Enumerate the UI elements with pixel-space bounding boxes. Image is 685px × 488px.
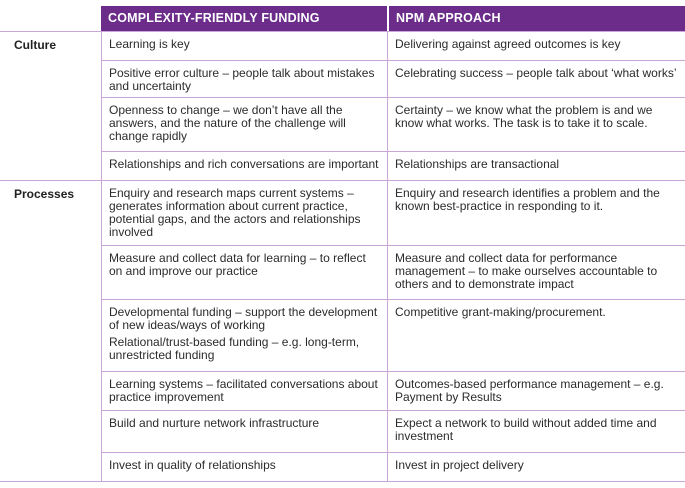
- table-cell: [388, 452, 685, 481]
- table-cell: [388, 299, 685, 371]
- header-complexity-friendly-funding: COMPLEXITY-FRIENDLY FUNDING: [101, 6, 387, 31]
- cell-text: Competitive grant-making/procurement.: [395, 305, 606, 319]
- cell-text: Developmental funding – support the development of new ideas/ways of working: [109, 305, 378, 332]
- header-row: [0, 6, 685, 31]
- category-divider: [0, 31, 101, 32]
- cell-text: Positive error culture – people talk about mistakes and uncertainty: [109, 66, 375, 93]
- cell-text: Expect a network to build without added time and investment: [395, 416, 657, 443]
- cell-text: Relational/trust-based funding – e.g. long-term, unrestricted funding: [109, 335, 360, 362]
- cell-text: Relationships and rich conversations are important: [109, 157, 379, 171]
- table-cell: [388, 31, 685, 60]
- table-cell: [101, 245, 388, 299]
- table-cell: [101, 452, 388, 481]
- cell-text: Learning systems – facilitated conversations about practice improvement: [109, 377, 378, 404]
- cell-text: Outcomes-based performance management – e.g. Payment by Results: [395, 377, 664, 404]
- table-cell: [101, 410, 388, 452]
- table-cell: [388, 245, 685, 299]
- cell-text: Invest in quality of relationships: [109, 458, 276, 472]
- table-cell: [101, 97, 388, 151]
- table-cell: [101, 60, 388, 97]
- table-cell: [101, 151, 388, 180]
- cell-text: Measure and collect data for learning – to reflect on and improve our practice: [109, 251, 366, 278]
- cell-text: Delivering against agreed outcomes is key: [395, 37, 621, 51]
- category-culture: Culture: [14, 38, 56, 52]
- table-cell: [388, 151, 685, 180]
- cell-text: Measure and collect data for performance management – to make ourselves accountable to others and to demonstrate impact: [395, 251, 658, 291]
- table-cell: [101, 31, 388, 60]
- cell-text: Certainty – we know what the problem is and we know what works. The task is to take it to scale.: [395, 103, 653, 130]
- category-divider: [0, 180, 101, 181]
- cell-text: Build and nurture network infrastructure: [109, 416, 320, 430]
- table-cell: [388, 410, 685, 452]
- header-npm-approach: NPM APPROACH: [389, 6, 685, 31]
- cell-text: Openness to change – we don’t have all the answers, and the nature of the challenge will change rapidly: [109, 103, 346, 143]
- cell-text: Enquiry and research maps current systems – generates information about current practice, potential gaps, and the actors and relationships involved: [109, 186, 361, 239]
- table-bottom-rule: [0, 481, 685, 482]
- cell-text: Invest in project delivery: [395, 458, 524, 472]
- table-cell: [388, 97, 685, 151]
- table-cell: [388, 371, 685, 410]
- table-cell: [101, 371, 388, 410]
- table-cell: [101, 299, 388, 371]
- table-cell: [101, 180, 388, 245]
- table-cell: [388, 60, 685, 97]
- cell-text: Learning is key: [109, 37, 190, 51]
- comparison-table: [0, 6, 685, 31]
- cell-text: Celebrating success – people talk about ‘what works’: [395, 66, 677, 80]
- category-processes: Processes: [14, 187, 75, 201]
- cell-text: Enquiry and research identifies a problem and the known best-practice in responding to it.: [395, 186, 660, 213]
- table-cell: [388, 180, 685, 245]
- cell-text: Relationships are transactional: [395, 157, 560, 171]
